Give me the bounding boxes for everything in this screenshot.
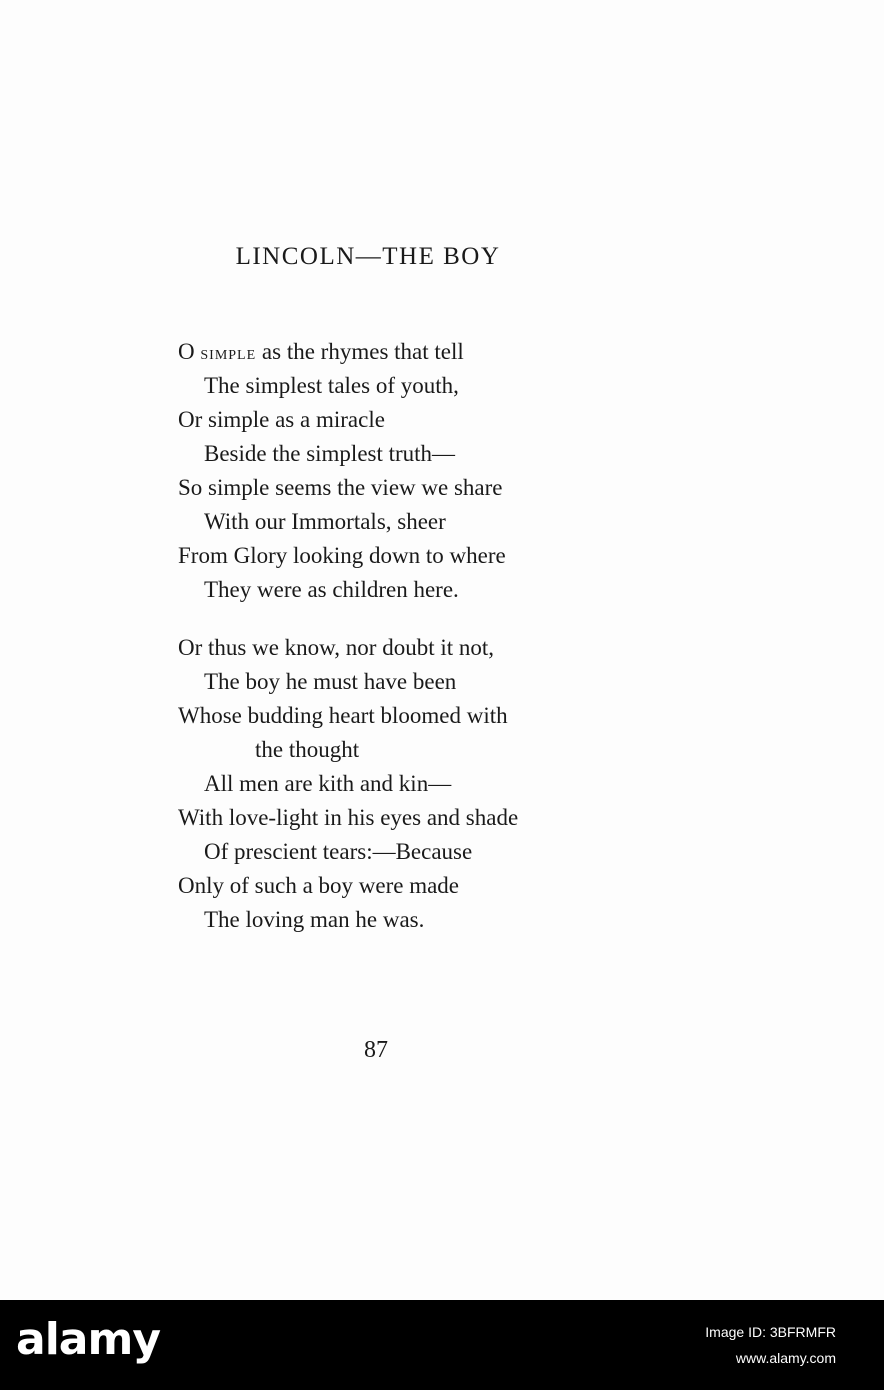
poem-first-word: O <box>178 339 195 364</box>
poem-line-rest: as the rhymes that tell <box>256 339 464 364</box>
poem-line: With our Immortals, sheer <box>204 509 446 534</box>
poem-line: With love-light in his eyes and shade <box>178 805 519 830</box>
poem-line: The loving man he was. <box>204 907 425 932</box>
poem-line: Or thus we know, nor doubt it not, <box>178 635 495 660</box>
poem-line: Whose budding heart bloomed with <box>178 703 508 728</box>
poem-line: The boy he must have been <box>204 669 457 694</box>
poem-line: Beside the simplest truth— <box>204 441 456 466</box>
poem-line: From Glory looking down to where <box>178 543 506 568</box>
poem-title: LINCOLN—THE BOY <box>235 243 501 270</box>
poem-body <box>178 335 518 937</box>
page-number: 87 <box>364 1037 388 1063</box>
poem-line: Only of such a boy were made <box>178 873 460 898</box>
brand-logo: alamy <box>16 1314 160 1365</box>
poem-line: All men are kith and kin— <box>204 771 452 796</box>
poem-line: So simple seems the view we share <box>178 475 503 500</box>
poem-line: Or simple as a miracle <box>178 407 385 432</box>
poem-line: the thought <box>255 737 360 762</box>
site-url: www.alamy.com <box>735 1350 836 1366</box>
watermark-footer <box>0 1300 884 1390</box>
poem-smallcaps-word: simple <box>200 342 257 364</box>
poem-line: The simplest tales of youth, <box>204 373 459 398</box>
poem-line: They were as children here. <box>204 577 459 602</box>
stanza-1 <box>178 335 518 607</box>
poem-line: Of prescient tears:—Because <box>204 839 473 864</box>
image-id-label: Image ID: 3BFRMFR <box>705 1324 836 1340</box>
poem-line <box>178 335 518 369</box>
stanza-2 <box>178 631 518 937</box>
